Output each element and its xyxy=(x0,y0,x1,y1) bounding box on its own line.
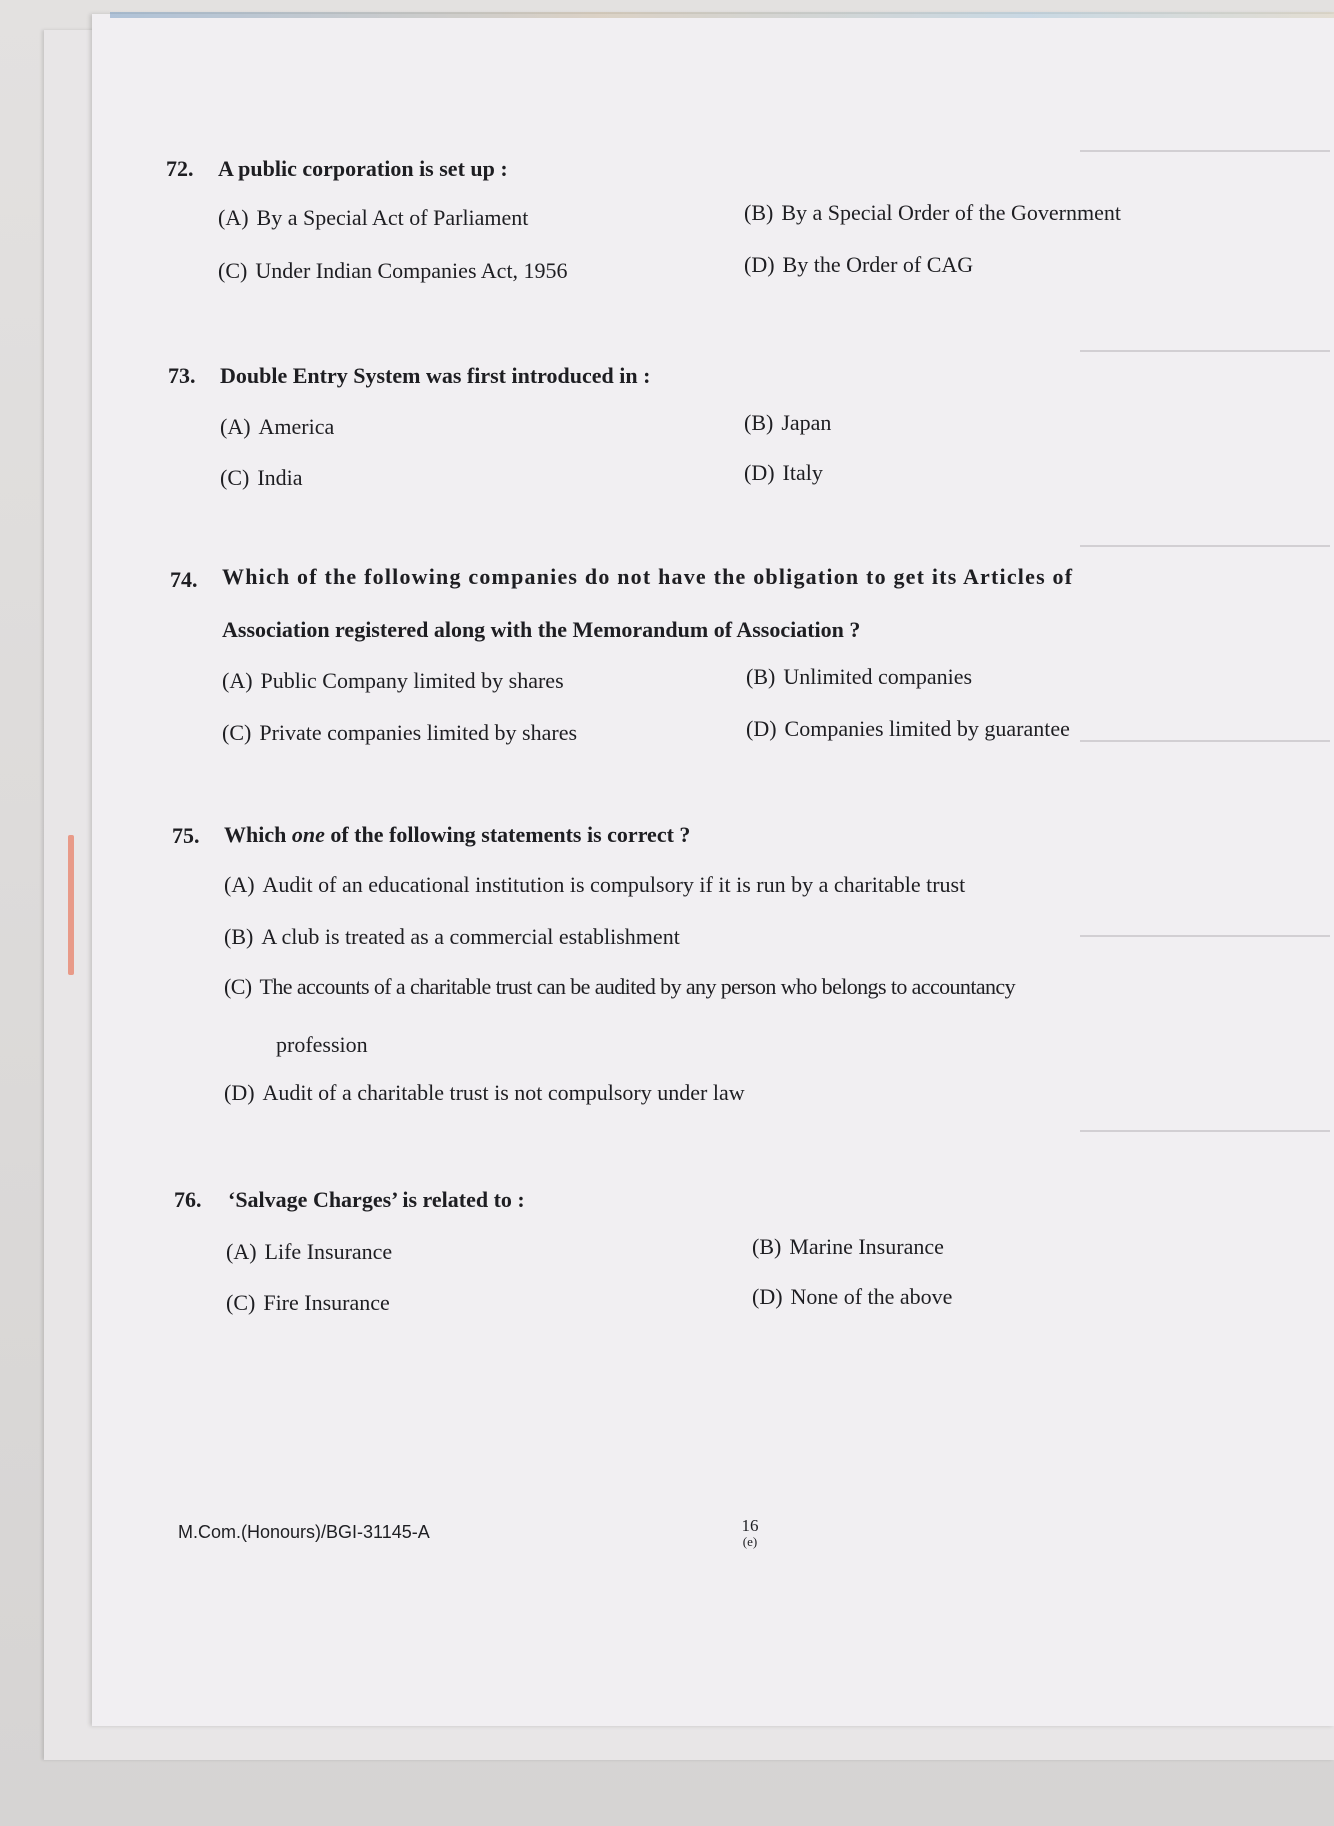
option-c xyxy=(218,258,568,284)
question-stem: Double Entry System was first introduced in : xyxy=(220,363,651,388)
option-text: Marine Insurance xyxy=(789,1234,944,1259)
question-stem-line-1: Which of the following companies do not have the obligation to get its Articles of xyxy=(222,564,1074,589)
option-text: America xyxy=(258,414,335,439)
option-text: Under Indian Companies Act, 1956 xyxy=(255,258,568,283)
option-c xyxy=(226,1290,390,1316)
option-label: (D) xyxy=(746,716,777,741)
option-d xyxy=(224,1080,745,1106)
option-text: By a Special Order of the Government xyxy=(781,200,1121,225)
option-a xyxy=(224,872,965,898)
option-text: India xyxy=(257,465,303,490)
option-b xyxy=(744,200,1121,226)
option-c-continuation: profession xyxy=(276,1032,368,1057)
option-text: Public Company limited by shares xyxy=(260,668,564,693)
option-text: By a Special Act of Parliament xyxy=(256,205,529,230)
option-label: (D) xyxy=(744,460,775,485)
question-number: 74. xyxy=(170,567,198,592)
page-mark: (e) xyxy=(742,1534,758,1549)
option-label: (C) xyxy=(218,258,248,283)
option-label: (D) xyxy=(752,1284,783,1309)
option-d xyxy=(752,1284,952,1310)
option-text: By the Order of CAG xyxy=(782,252,974,277)
question-number: 75. xyxy=(172,823,200,848)
option-d xyxy=(744,252,973,278)
option-text: Life Insurance xyxy=(264,1239,393,1264)
option-text: Private companies limited by shares xyxy=(259,720,578,745)
bleed-through-line xyxy=(1080,150,1330,152)
paper-code: M.Com.(Honours)/BGI-31145-A xyxy=(178,1522,430,1542)
option-b xyxy=(744,410,831,436)
option-a xyxy=(222,668,564,694)
bleed-through-line xyxy=(1080,740,1330,742)
emphasis-word: one xyxy=(291,822,325,847)
option-text: Fire Insurance xyxy=(263,1290,390,1315)
option-a xyxy=(218,205,528,231)
option-d xyxy=(744,460,823,486)
option-label: (D) xyxy=(744,252,775,277)
option-label: (C) xyxy=(226,1290,256,1315)
option-text: Italy xyxy=(782,460,823,485)
option-b xyxy=(752,1234,944,1260)
option-label: (A) xyxy=(224,872,255,897)
option-label: (A) xyxy=(218,205,249,230)
option-text: A club is treated as a commercial establishment xyxy=(261,924,680,949)
question-stem: Which one of the following statements is correct ? xyxy=(224,822,691,847)
option-text: Japan xyxy=(781,410,832,435)
option-c xyxy=(224,974,1015,1000)
option-label: (B) xyxy=(746,664,776,689)
option-text: The accounts of a charitable trust can be audited by any person who belongs to accountancy xyxy=(259,974,1015,999)
margin-mark xyxy=(68,835,74,975)
option-c xyxy=(222,720,577,746)
question-number: 76. xyxy=(174,1187,202,1212)
option-d xyxy=(746,716,1070,742)
bleed-through-line xyxy=(1080,350,1330,352)
question-stem: A public corporation is set up : xyxy=(218,156,508,181)
option-label: (C) xyxy=(220,465,250,490)
question-number: 72. xyxy=(166,156,194,181)
option-label: (B) xyxy=(224,924,254,949)
bleed-through-line xyxy=(1080,935,1330,937)
option-text: Audit of a charitable trust is not compulsory under law xyxy=(262,1080,745,1105)
bleed-through-line xyxy=(1080,545,1330,547)
question-stem: ‘Salvage Charges’ is related to : xyxy=(228,1187,525,1212)
question-number: 73. xyxy=(168,363,196,388)
option-label: (A) xyxy=(220,414,251,439)
option-text: Unlimited companies xyxy=(783,664,973,689)
option-b xyxy=(224,924,680,950)
option-label: (D) xyxy=(224,1080,255,1105)
page-number: 16 xyxy=(741,1516,759,1535)
option-text: None of the above xyxy=(790,1284,953,1309)
option-b xyxy=(746,664,972,690)
bleed-through-line xyxy=(1080,1130,1330,1132)
page-top-edge xyxy=(110,12,1334,18)
question-stem-line-2: Association registered along with the Memorandum of Association ? xyxy=(222,617,861,642)
option-label: (A) xyxy=(226,1239,257,1264)
option-a xyxy=(226,1239,392,1265)
option-label: (A) xyxy=(222,668,253,693)
option-label: (C) xyxy=(224,974,252,999)
option-a xyxy=(220,414,334,440)
option-label: (B) xyxy=(744,410,774,435)
page-number-block xyxy=(730,1518,770,1550)
option-text: Audit of an educational institution is compulsory if it is run by a charitable trust xyxy=(262,872,966,897)
option-label: (C) xyxy=(222,720,252,745)
option-label: (B) xyxy=(752,1234,782,1259)
option-c xyxy=(220,465,303,491)
option-label: (B) xyxy=(744,200,774,225)
option-text: Companies limited by guarantee xyxy=(784,716,1070,741)
